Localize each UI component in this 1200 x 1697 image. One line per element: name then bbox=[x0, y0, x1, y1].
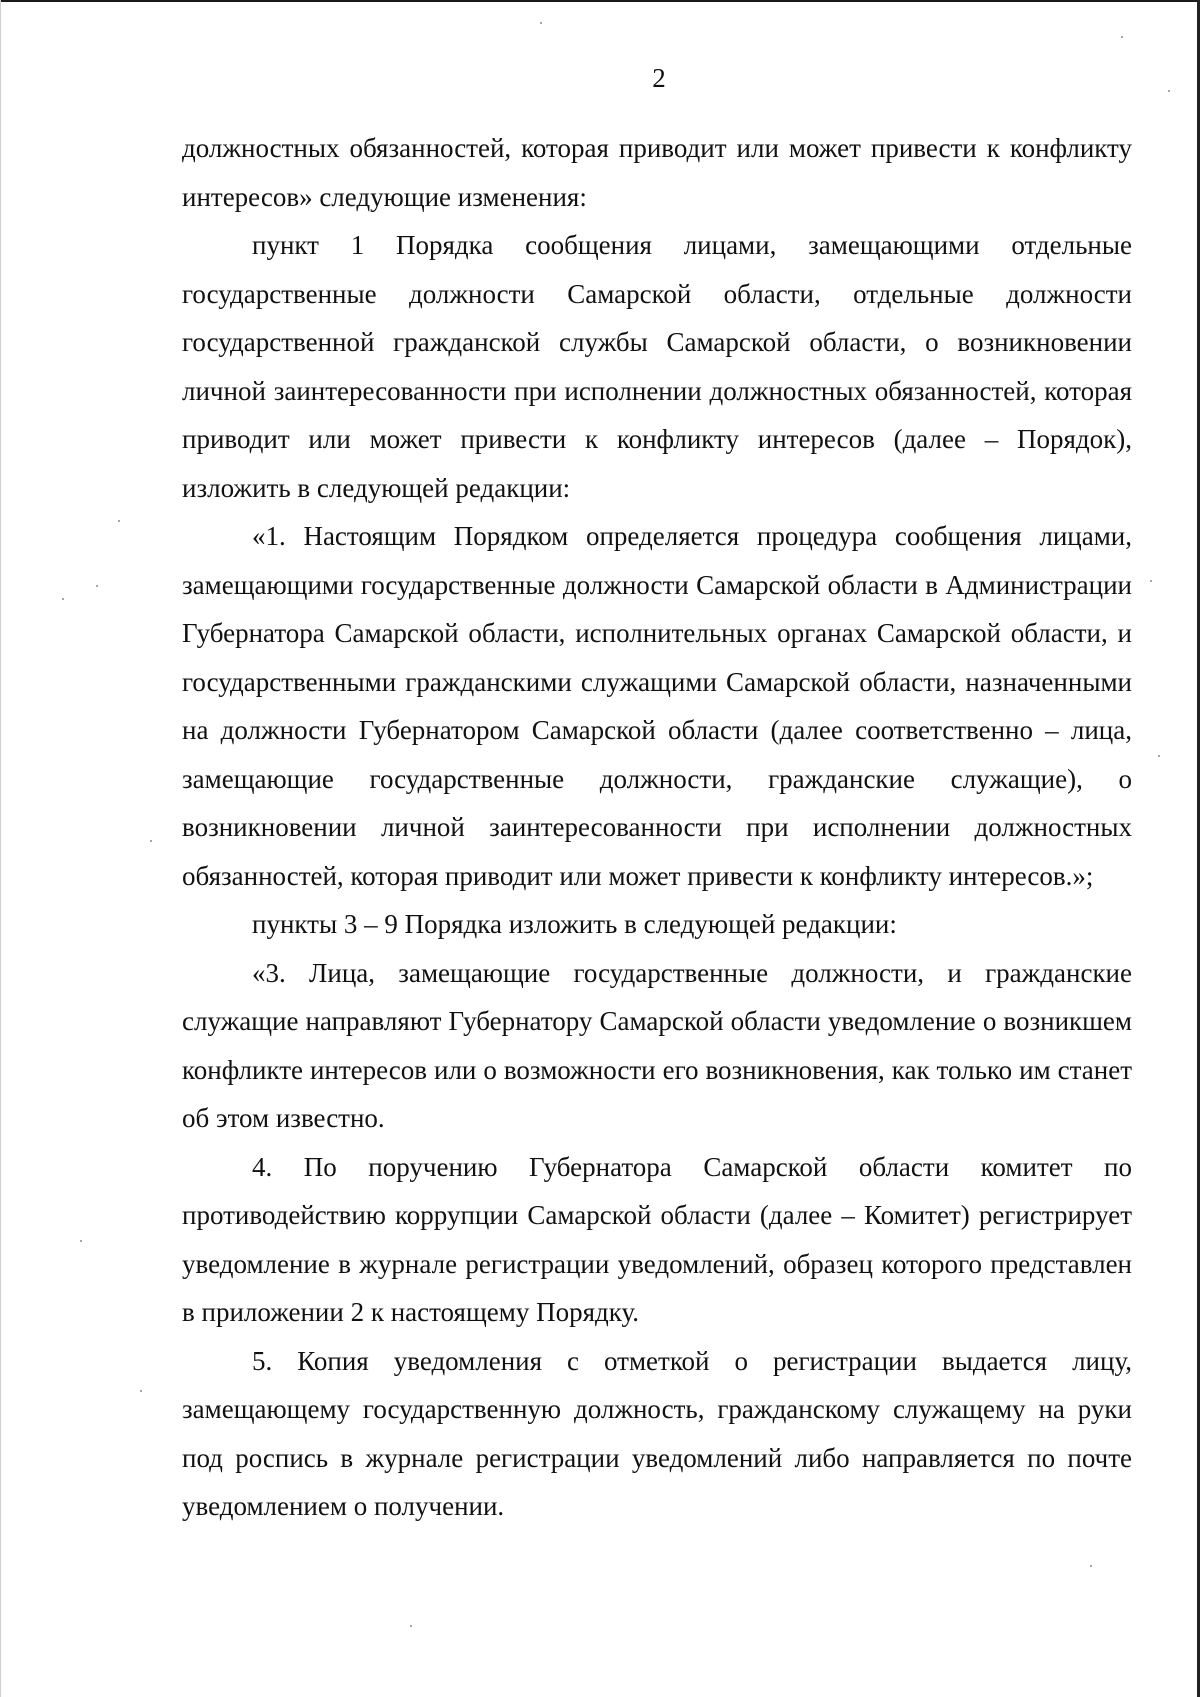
paragraph-point-3: «3. Лица, замещающие государственные должности, и гражданские служащие направляют Губернатору Самарской области уведомление о возникшем конфликте интересов или о возможности его возникновения, как только им станет об этом известно. bbox=[182, 957, 1132, 1133]
scan-speck bbox=[62, 598, 64, 600]
scan-speck bbox=[96, 585, 98, 587]
document-body bbox=[182, 124, 1132, 1531]
scan-speck bbox=[118, 520, 120, 522]
paragraph-point-4: 4. По поручению Губернатора Самарской области комитет по противодействию коррупции Самарской области (далее – Комитет) регистрирует уведомление в журнале регистрации уведомлений, образец которого представлен в приложении 2 к настоящему Порядку. bbox=[182, 1151, 1132, 1327]
scan-speck bbox=[540, 22, 542, 24]
scan-speck bbox=[1121, 36, 1123, 38]
paragraph-amendment-point-1: пункт 1 Порядка сообщения лицами, замещающими отдельные государственные должности Самарской области, отдельные должности государственной гражданской службы Самарской области, о возникновении личной заинтересованности при исполнении должностных обязанностей, которая приводит или может привести к конфликту интересов (далее – Порядок), изложить в следующей редакции: bbox=[182, 230, 1132, 503]
scan-speck bbox=[1158, 755, 1160, 757]
scan-border-left bbox=[0, 0, 1, 1697]
scan-border-top bbox=[0, 0, 1200, 2]
scan-speck bbox=[80, 1240, 82, 1242]
page-number: 2 bbox=[652, 63, 666, 93]
scan-speck bbox=[1168, 90, 1170, 92]
scan-speck bbox=[150, 840, 152, 842]
paragraph-continuation: должностных обязанностей, которая приводит или может привести к конфликту интересов» следующие изменения: bbox=[182, 133, 1132, 212]
scan-speck bbox=[140, 1390, 142, 1392]
scan-speck bbox=[410, 1625, 412, 1627]
scan-speck bbox=[1150, 580, 1152, 582]
paragraph-amendment-points-3-9: пункты 3 – 9 Порядка изложить в следующей редакции: bbox=[252, 909, 897, 939]
paragraph-point-5: 5. Копия уведомления с отметкой о регистрации выдается лицу, замещающему государственную должность, гражданскому служащему на руки под роспись в журнале регистрации уведомлений либо направляется по почте уведомлением о получении. bbox=[182, 1345, 1132, 1521]
paragraph-new-point-1: «1. Настоящим Порядком определяется процедура сообщения лицами, замещающими государственные должности Самарской области в Администрации Губернатора Самарской области, исполнительных органах Самарской области, и государственными гражданскими служащими Самарской области, назначенными на должности Губернатором Самарской области (далее соответственно – лица, замещающие государственные должности, гражданские служащие), о возникновении личной заинтересованности при исполнении должностных обязанностей, которая приводит или может привести к конфликту интересов.»; bbox=[182, 521, 1132, 891]
scan-speck bbox=[1090, 1565, 1092, 1567]
